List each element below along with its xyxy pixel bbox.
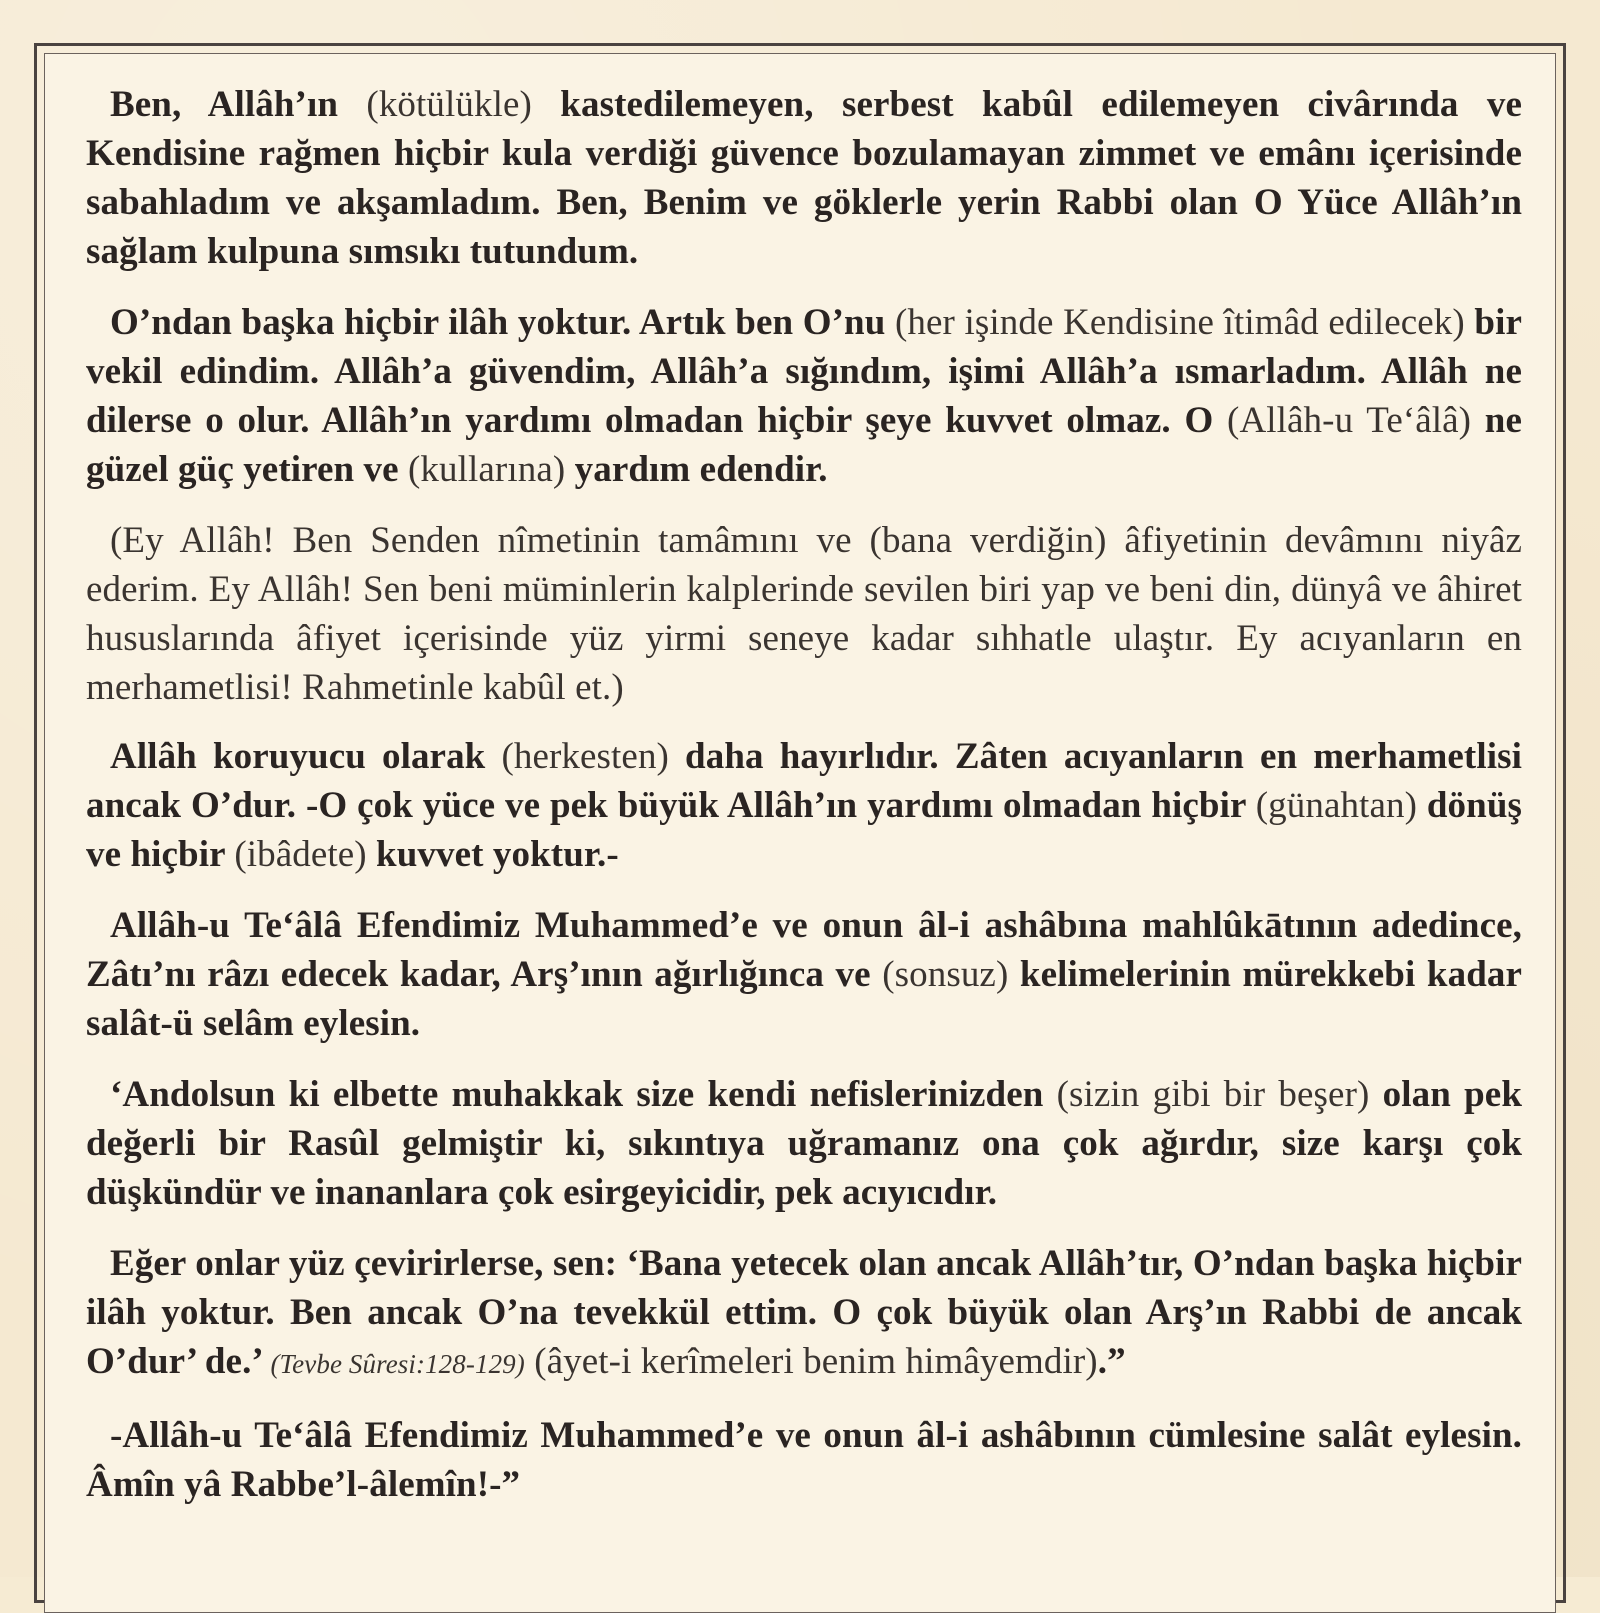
bold-text: bir vekil edindim. Allâh’a güvendim, Allâh’a sığındım, işimi Allâh’a ısmarladım. Allâh ne dilerse o olur. Allâh’ın yardımı olmadan hiçbir şeye kuvvet olmaz. O bbox=[86, 302, 1522, 441]
bold-text: Allâh koruyucu olarak bbox=[110, 736, 502, 777]
paragraph-4 bbox=[86, 732, 1522, 879]
document-body bbox=[86, 80, 1522, 1531]
bold-text: Allâh-u Te‘âlâ Efendimiz Muhammed’e ve onun âl-i ashâbına mahlûkātının adedince, Zâtı’nı râzı edecek kadar, Arş’ının ağırlığınca ve bbox=[86, 905, 1522, 995]
parenthetical-text: (sizin gibi bir beşer) bbox=[1056, 1074, 1370, 1115]
bold-text: O’ndan başka hiçbir ilâh yoktur. Artık ben O’nu bbox=[110, 302, 895, 343]
parenthetical-text: (günahtan) bbox=[1255, 785, 1417, 826]
bold-text: Ben, Allâh’ın bbox=[110, 84, 367, 125]
verse-reference: (Tevbe Sûresi:128-129) bbox=[270, 1349, 525, 1379]
bold-text: daha hayırlıdır. Zâten acıyanların en merhametlisi ancak O’dur. -O çok yüce ve pek büyük Allâh’ın yardımı olmadan hiçbir bbox=[86, 736, 1522, 826]
bold-text: ‘Andolsun ki elbette muhakkak size kendi nefislerinizden bbox=[110, 1074, 1057, 1115]
paragraph-8 bbox=[86, 1411, 1522, 1509]
bold-text: ne güzel güç yetiren ve bbox=[86, 400, 1522, 490]
bold-text: kuvvet yoktur.- bbox=[366, 834, 619, 875]
bold-text: dönüş ve hiçbir bbox=[86, 785, 1523, 875]
parenthetical-text: (ibâdete) bbox=[234, 834, 367, 875]
paragraph-5 bbox=[86, 901, 1522, 1048]
prayer-text: (Ey Allâh! Ben Senden nîmetinin tamâmını ve (bana verdiğin) âfiyetinin devâmını niyâz ederim. Ey Allâh! Sen beni müminlerin kalplerinde sevilen biri yap ve beni din, dünyâ ve âhiret hususlarında âfiyet içerisinde yüz yirmi seneye kadar sıhhatle ulaştır. Ey acıyanların en merhametlisi! Rahmetinle kabûl et.) bbox=[86, 520, 1522, 708]
paragraph-6 bbox=[86, 1070, 1522, 1217]
parenthetical-text: (Allâh-u Te‘âlâ) bbox=[1227, 400, 1472, 441]
bold-text: kelimelerinin mürekkebi kadar salât-ü selâm eylesin. bbox=[86, 954, 1522, 1044]
parenthetical-text: (herkesten) bbox=[501, 736, 669, 777]
paragraph-1 bbox=[86, 80, 1522, 276]
paragraph-7 bbox=[86, 1239, 1522, 1389]
parenthetical-text: (kötülükle) bbox=[366, 84, 532, 125]
bold-text: -Allâh-u Te‘âlâ Efendimiz Muhammed’e ve onun âl-i ashâbının cümlesine salât eylesin. Âmîn yâ Rabbe’l-âlemîn!-” bbox=[86, 1415, 1522, 1505]
bold-text: .” bbox=[1097, 1341, 1126, 1382]
bold-text: olan pek değerli bir Rasûl gelmiştir ki, sıkıntıya uğramanız ona çok ağırdır, size karşı çok düşkündür ve inananlara çok esirgeyicidir, pek acıyıcıdır. bbox=[86, 1074, 1522, 1213]
paragraph-3 bbox=[86, 516, 1522, 712]
paragraph-2 bbox=[86, 298, 1522, 494]
parenthetical-text: (kullarına) bbox=[408, 449, 566, 490]
parenthetical-text: (sonsuz) bbox=[882, 954, 1009, 995]
bold-text: Eğer onlar yüz çevirirlerse, sen: ‘Bana yetecek olan ancak Allâh’tır, O’ndan başka hiçbir ilâh yoktur. Ben ancak O’na tevekkül ettim. O çok büyük olan Arş’ın Rabbi de ancak O’dur’ de.’ bbox=[86, 1243, 1522, 1382]
bold-text: yardım edendir. bbox=[565, 449, 828, 490]
parenthetical-text: (âyet-i kerîmeleri benim himâyemdir) bbox=[524, 1341, 1098, 1382]
bold-text: kastedilemeyen, serbest kabûl edilemeyen civârında ve Kendisine rağmen hiçbir kula verdiği güvence bozulamayan zimmet ve emânı içerisinde sabahladım ve akşamladım. Ben, Benim ve göklerle yerin Rabbi olan O Yüce Allâh’ın sağlam kulpuna sımsıkı tutundum. bbox=[86, 84, 1523, 272]
parenthetical-text: (her işinde Kendisine îtimâd edilecek) bbox=[894, 302, 1465, 343]
